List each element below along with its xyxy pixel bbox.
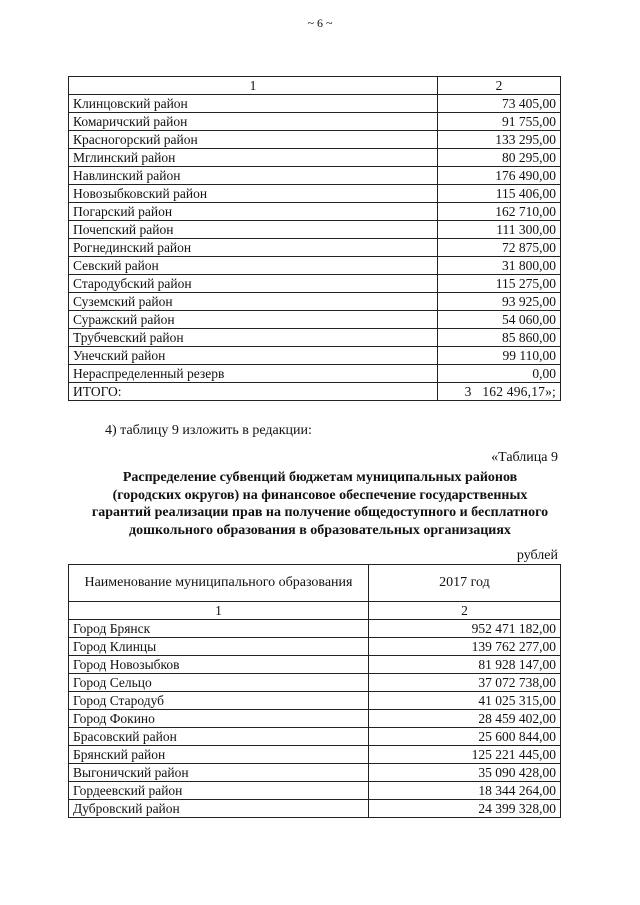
heading-line: (городских округов) на финансовое обеспечение государственных (112, 487, 528, 503)
municipality-name: Красногорский район (69, 131, 438, 149)
municipality-name: Суражский район (69, 311, 438, 329)
table-row (69, 674, 561, 692)
table-row (69, 95, 561, 113)
total-value: 3 162 496,17»; (438, 383, 561, 401)
amendment-paragraph: 4) таблицу 9 изложить в редакции: (105, 423, 312, 438)
column-number-1: 1 (69, 602, 369, 620)
amount-value: 41 025 315,00 (368, 692, 560, 710)
table-row (69, 347, 561, 365)
column-number-2: 2 (368, 602, 560, 620)
municipality-name: Город Стародуб (69, 692, 369, 710)
municipality-name: Выгоничский район (69, 764, 369, 782)
table-row (69, 800, 561, 818)
column-number-row (69, 602, 561, 620)
table-row (69, 167, 561, 185)
amount-value: 81 928 147,00 (368, 656, 560, 674)
amount-value: 99 110,00 (438, 347, 561, 365)
amount-value: 85 860,00 (438, 329, 561, 347)
municipality-name: Город Сельцо (69, 674, 369, 692)
table-row (69, 710, 561, 728)
table-row (69, 620, 561, 638)
units-label: рублей (516, 548, 558, 563)
table-header-row (69, 565, 561, 602)
heading-line: Распределение субвенций бюджетам муниципальных районов (122, 470, 518, 485)
table-row (69, 311, 561, 329)
municipality-name: Гордеевский район (69, 782, 369, 800)
table-heading (75, 469, 565, 539)
table-row (69, 692, 561, 710)
municipality-name: Почепский район (69, 221, 438, 239)
amount-value: 125 221 445,00 (368, 746, 560, 764)
heading-line: гарантий реализации прав на получение общедоступного и бесплатного (91, 505, 549, 520)
table-row (69, 131, 561, 149)
table-continuation (68, 76, 561, 401)
municipality-name: Унечский район (69, 347, 438, 365)
table-continuation-body (69, 77, 561, 401)
municipality-name: Стародубский район (69, 275, 438, 293)
amount-value: 952 471 182,00 (368, 620, 560, 638)
table-row (69, 782, 561, 800)
amount-value: 93 925,00 (438, 293, 561, 311)
municipality-name: Клинцовский район (69, 95, 438, 113)
municipality-name: Город Брянск (69, 620, 369, 638)
table-row (69, 257, 561, 275)
table-row (69, 764, 561, 782)
table-row (69, 656, 561, 674)
amount-value: 133 295,00 (438, 131, 561, 149)
amount-value: 162 710,00 (438, 203, 561, 221)
total-label: ИТОГО: (69, 383, 438, 401)
heading-line: дошкольного образования в образовательных организациях (129, 522, 511, 538)
table-row (69, 275, 561, 293)
table-header-row (69, 77, 561, 95)
amount-value: 31 800,00 (438, 257, 561, 275)
table-row (69, 365, 561, 383)
municipality-name: Город Клинцы (69, 638, 369, 656)
municipality-name: Брасовский район (69, 728, 369, 746)
municipality-name: Нераспределенный резерв (69, 365, 438, 383)
amount-value: 37 072 738,00 (368, 674, 560, 692)
amount-value: 0,00 (438, 365, 561, 383)
column-header-year: 2017 год (368, 565, 560, 602)
municipality-name: Город Фокино (69, 710, 369, 728)
table-row (69, 638, 561, 656)
column-number-2: 2 (438, 77, 561, 95)
amount-value: 54 060,00 (438, 311, 561, 329)
municipality-name: Дубровский район (69, 800, 369, 818)
amount-value: 139 762 277,00 (368, 638, 560, 656)
table-row (69, 746, 561, 764)
table-row (69, 113, 561, 131)
municipality-name: Рогнединский район (69, 239, 438, 257)
municipality-name: Брянский район (69, 746, 369, 764)
table-label: «Таблица 9 (491, 450, 558, 465)
table-row (69, 728, 561, 746)
municipality-name: Погарский район (69, 203, 438, 221)
amount-value: 91 755,00 (438, 113, 561, 131)
municipality-name: Новозыбковский район (69, 185, 438, 203)
amount-value: 25 600 844,00 (368, 728, 560, 746)
municipality-name: Севский район (69, 257, 438, 275)
table-9-body (69, 565, 561, 818)
amount-value: 28 459 402,00 (368, 710, 560, 728)
municipality-name: Комаричский район (69, 113, 438, 131)
amount-value: 176 490,00 (438, 167, 561, 185)
table-9 (68, 564, 561, 818)
table-row (69, 293, 561, 311)
table-row (69, 203, 561, 221)
table-row (69, 329, 561, 347)
amount-value: 115 406,00 (438, 185, 561, 203)
amount-value: 80 295,00 (438, 149, 561, 167)
municipality-name: Город Новозыбков (69, 656, 369, 674)
amount-value: 18 344 264,00 (368, 782, 560, 800)
municipality-name: Мглинский район (69, 149, 438, 167)
amount-value: 111 300,00 (438, 221, 561, 239)
table-row (69, 221, 561, 239)
amount-value: 35 090 428,00 (368, 764, 560, 782)
amount-value: 72 875,00 (438, 239, 561, 257)
page-number: ~ 6 ~ (307, 16, 333, 30)
amount-value: 115 275,00 (438, 275, 561, 293)
table-row (69, 185, 561, 203)
column-number-1: 1 (69, 77, 438, 95)
municipality-name: Трубчевский район (69, 329, 438, 347)
table-row (69, 149, 561, 167)
municipality-name: Навлинский район (69, 167, 438, 185)
table-row (69, 239, 561, 257)
total-row (69, 383, 561, 401)
municipality-name: Суземский район (69, 293, 438, 311)
amount-value: 73 405,00 (438, 95, 561, 113)
amount-value: 24 399 328,00 (368, 800, 560, 818)
column-header-name: Наименование муниципального образования (69, 565, 369, 602)
